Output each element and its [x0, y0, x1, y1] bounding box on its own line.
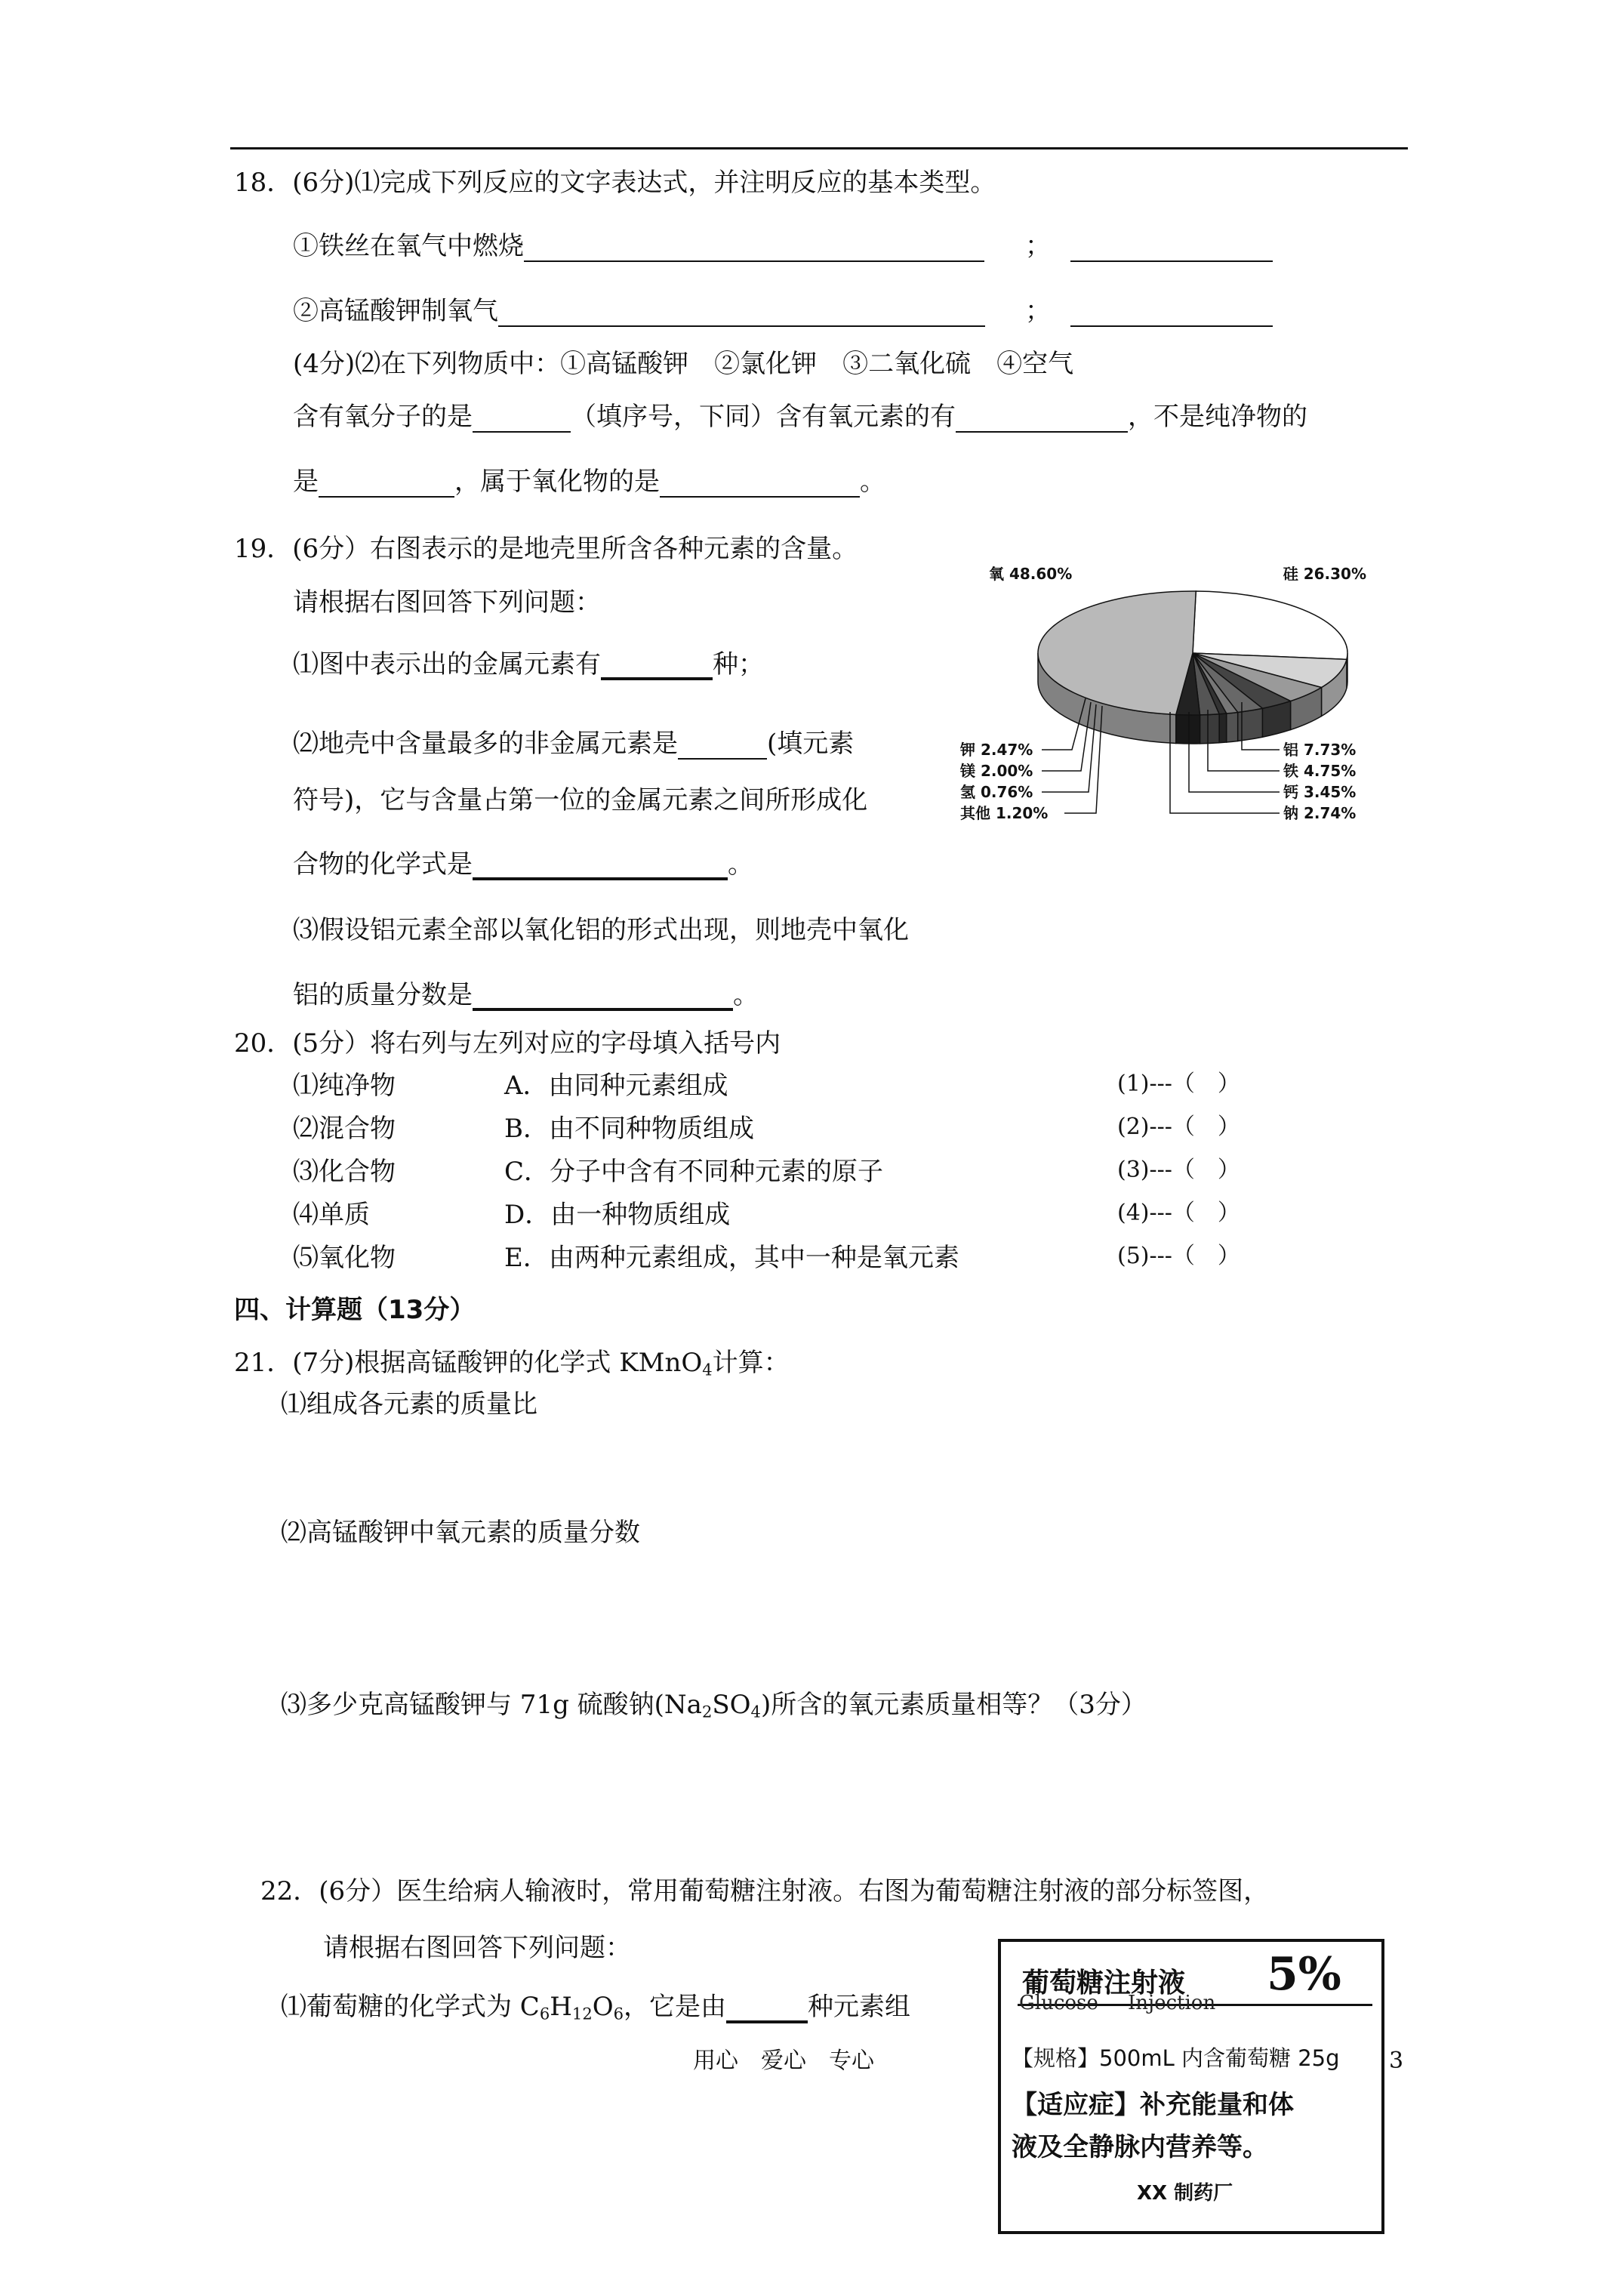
pie-slice-1: [1193, 591, 1347, 659]
q22-element-count-blank[interactable]: [726, 1993, 808, 2023]
q19-heading: 19．(6分）右图表示的是地壳里所含各种元素的含量。: [234, 534, 858, 564]
q19-line4: 符号)，它与含量占第一位的金属元素之间所形成化: [293, 785, 868, 815]
q20-heading: 20．(5分）将右列与左列对应的字母填入括号内: [234, 1028, 781, 1059]
label-percent: 5%: [1267, 1948, 1341, 2001]
q19-line1: 请根据右图回答下列问题：: [293, 587, 601, 618]
q19-nonmetal-blank[interactable]: [678, 731, 767, 760]
q21-part3-sub2: 4: [750, 1702, 761, 1721]
q18-item2-type-blank[interactable]: [1070, 298, 1273, 327]
q18-mixture-blank[interactable]: [319, 469, 454, 498]
q20-term-3: ⑶化合物: [293, 1157, 396, 1187]
q18-line1-text-a: 含有氧分子的是: [293, 402, 473, 432]
label-indication-line2: 液及全静脉内营养等。: [1012, 2132, 1268, 2162]
q20-answer-5[interactable]: (5)---（ ）: [1117, 1243, 1240, 1269]
q19-line3-text-b: (填元素: [767, 729, 855, 759]
label-english-glucose: Glucose: [1019, 1992, 1098, 2014]
q18-item2-blank[interactable]: [498, 298, 985, 327]
q19-line6: ⑶假设铝元素全部以氧化铝的形式出现，则地壳中氧化: [293, 915, 909, 945]
pie-label-7: 镁 2.00%: [960, 762, 1033, 780]
q20-term-4: ⑷单质: [293, 1200, 370, 1230]
q19-line5-text-a: 合物的化学式是: [293, 849, 473, 880]
q19-line7-text-b: 。: [733, 980, 759, 1010]
q20-definition-1: A．由同种元素组成: [504, 1071, 728, 1101]
q22-line1: 请根据右图回答下列问题：: [323, 1933, 631, 1963]
pie-label-2: 铝 7.73%: [1283, 741, 1357, 759]
q20-definition-5: E．由两种元素组成，其中一种是氧元素: [504, 1243, 959, 1273]
q20-answer-1[interactable]: (1)---（ ）: [1117, 1071, 1240, 1097]
q19-line2-text-b: 种；: [713, 649, 764, 680]
q20-answer-2[interactable]: (2)---（ ）: [1117, 1114, 1240, 1140]
q22-line2: [281, 1992, 910, 2023]
q22-line2-text-d: ，它是由: [624, 1992, 727, 2022]
q21-heading-tail: 计算：: [712, 1348, 790, 1378]
q18-item2: [293, 296, 985, 327]
q18-line2-text-a: 是: [293, 467, 319, 497]
q20-definition-4: D．由一种物质组成: [504, 1200, 731, 1230]
q18-item1-type-blank[interactable]: [1070, 233, 1273, 262]
q22-line2-text-b: H: [550, 1992, 572, 2022]
q18-line2-text-b: ，属于氧化物的是: [454, 467, 660, 497]
q20-term-1: ⑴纯净物: [293, 1071, 396, 1101]
header-rule: [230, 147, 1408, 149]
q22-line2-sub3: 6: [613, 2004, 624, 2023]
q20-definition-2: B．由不同种物质组成: [504, 1114, 754, 1144]
q21-part3: [281, 1690, 1147, 1721]
q21-heading-sub: 4: [702, 1360, 713, 1379]
q19-line7: [293, 980, 759, 1011]
pie-side-8-0: [1219, 713, 1227, 743]
q19-metal-count-blank[interactable]: [601, 650, 713, 680]
pie-label-1: 硅 26.30%: [1283, 565, 1366, 583]
q19-line3: [293, 729, 854, 760]
section4-heading: 四、计算题（13分）: [234, 1295, 476, 1325]
q20-term-2: ⑵混合物: [293, 1114, 396, 1144]
q18-part2-line2: [293, 467, 885, 498]
glucose-injection-label: [998, 1939, 1384, 2234]
q22-heading: 22．(6分）医生给病人输液时，常用葡萄糖注射液。右图为葡萄糖注射液的部分标签图，: [260, 1876, 1270, 1906]
q19-line2-text-a: ⑴图中表示出的金属元素有: [293, 649, 601, 680]
q21-part1: ⑴组成各元素的质量比: [281, 1389, 537, 1419]
q19-line5: [293, 849, 753, 880]
pie-label-4: 钙 3.45%: [1283, 783, 1357, 801]
pie-side-6-0: [1176, 715, 1200, 744]
q22-line2-text-c: O: [592, 1992, 614, 2022]
q22-line2-sub2: 12: [571, 2004, 593, 2023]
q18-item2-text: ②高锰酸钾制氧气: [293, 296, 498, 326]
page-number: 3: [1389, 2048, 1404, 2074]
q19-mass-fraction-blank[interactable]: [473, 981, 733, 1011]
q18-line1-text-c: ，不是纯净物的: [1128, 402, 1307, 432]
q18-part2-line1: [293, 402, 1307, 433]
q18-part2-heading: (4分)⑵在下列物质中：①高锰酸钾 ②氯化钾 ③二氧化硫 ④空气: [293, 349, 1074, 379]
label-english-injection: Injection: [1128, 1992, 1216, 2014]
q22-line2-text-e: 种元素组: [808, 1992, 911, 2022]
q21-part3-sub1: 2: [701, 1702, 713, 1721]
pie-label-9: 其他 1.20%: [960, 804, 1049, 822]
q20-answer-3[interactable]: (3)---（ ）: [1117, 1157, 1240, 1183]
q19-line3-text-a: ⑵地壳中含量最多的非金属元素是: [293, 729, 678, 759]
label-manufacturer: XX 制药厂: [1137, 2182, 1233, 2205]
q18-line2-text-c: 。: [860, 467, 885, 497]
q18-item2-semicolon: ；: [1025, 296, 1051, 326]
q18-oxygen-molecule-blank[interactable]: [473, 404, 571, 433]
pie-label-0: 氧 48.60%: [989, 565, 1073, 583]
label-title: 葡萄糖注射液: [1022, 1968, 1186, 1999]
q19-formula-blank[interactable]: [473, 850, 728, 880]
q18-line1-text-b: （填序号，下同）含有氧元素的有: [571, 402, 956, 432]
label-spec: 【规格】500mL 内含葡萄糖 25g: [1012, 2045, 1340, 2071]
crust-elements-pie-chart: [959, 555, 1381, 834]
q20-definition-3: C．分子中含有不同种元素的原子: [504, 1157, 884, 1187]
q19-line5-text-b: 。: [728, 849, 753, 880]
q19-line2: [293, 649, 764, 680]
q18-oxide-blank[interactable]: [660, 469, 860, 498]
q18-item1-text: ①铁丝在氧气中燃烧: [293, 231, 524, 261]
q18-item1: [293, 231, 984, 262]
q22-line2-sub1: 6: [539, 2004, 550, 2023]
pie-label-6: 钾 2.47%: [960, 741, 1033, 759]
q18-item2-type: [1070, 296, 1273, 327]
label-indication-line1: 【适应症】补充能量和体: [1012, 2090, 1294, 2120]
q19-line7-text-a: 铝的质量分数是: [293, 980, 473, 1010]
q18-item1-blank[interactable]: [524, 233, 984, 262]
pie-side-7-0: [1200, 714, 1220, 744]
pie-label-3: 铁 4.75%: [1283, 762, 1357, 780]
q21-part3-text-a: ⑶多少克高锰酸钾与 71g 硫酸钠(Na: [281, 1690, 702, 1720]
footer-motto: 用心 爱心 专心: [693, 2048, 874, 2074]
q21-heading-text: 21．(7分)根据高锰酸钾的化学式 KMnO: [234, 1348, 703, 1378]
q18-item1-type: [1070, 231, 1273, 262]
q21-part3-text-c: )所含的氧元素质量相等？（3分）: [760, 1690, 1147, 1720]
q21-heading: [234, 1348, 790, 1379]
q18-oxygen-element-blank[interactable]: [956, 404, 1128, 433]
pie-label-5: 钠 2.74%: [1283, 804, 1357, 822]
q18-item1-semicolon: ；: [1025, 231, 1051, 261]
q21-part2: ⑵高锰酸钾中氧元素的质量分数: [281, 1518, 640, 1548]
pie-side-9-0: [1227, 712, 1238, 742]
q21-part3-text-b: SO: [712, 1690, 751, 1720]
q20-term-5: ⑸氧化物: [293, 1243, 396, 1273]
q20-answer-4[interactable]: (4)---（ ）: [1117, 1200, 1240, 1226]
q22-line2-text-a: ⑴葡萄糖的化学式为 C: [281, 1992, 540, 2022]
q18-heading: 18．(6分)⑴完成下列反应的文字表达式，并注明反应的基本类型。: [234, 168, 996, 198]
pie-label-8: 氢 0.76%: [960, 783, 1033, 801]
